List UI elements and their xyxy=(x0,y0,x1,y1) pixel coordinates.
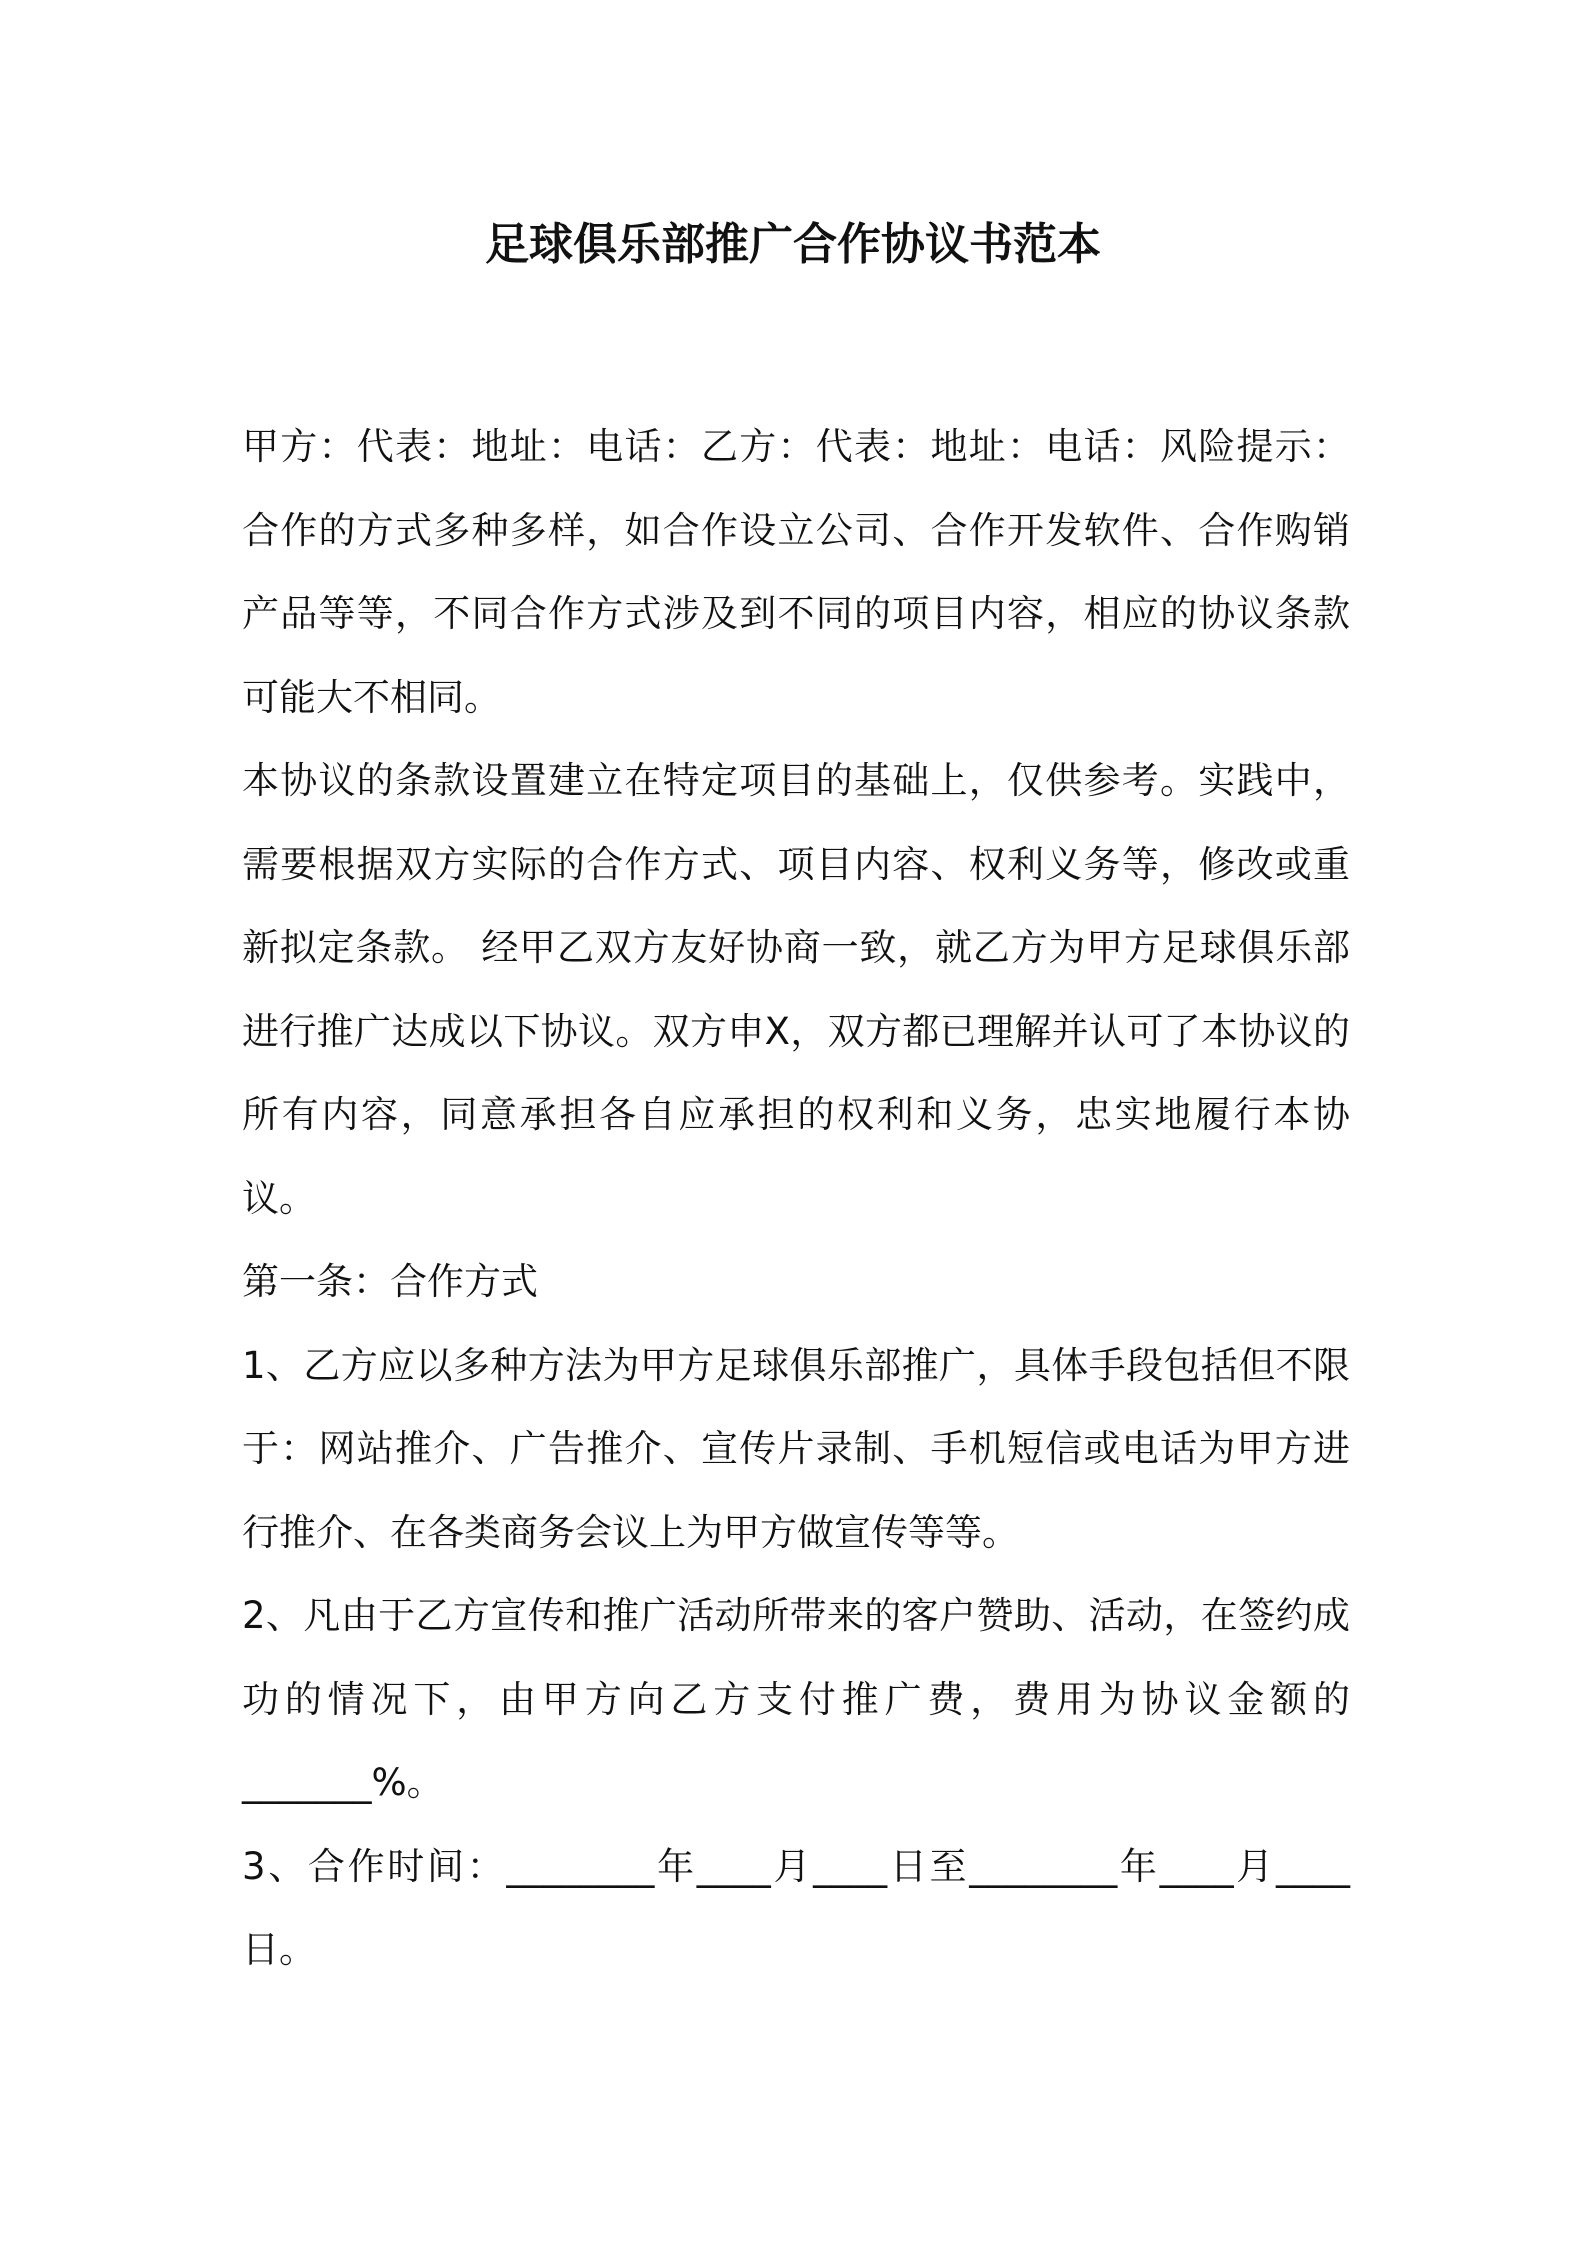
document-title: 足球俱乐部推广合作协议书范本 xyxy=(485,219,1101,270)
clause-3: 3、合作时间：________年____月____日至________年____月____日。 xyxy=(242,1844,1350,1971)
paragraph-preamble: 本协议的条款设置建立在特定项目的基础上，仅供参考。实践中，需要根据双方实际的合作方式、项目内容、权利义务等，修改或重新拟定条款。 经甲乙双方友好协商一致，就乙方为甲方足球俱乐部进行推广达成以下协议。双方申X，双方都已理解并认可了本协议的所有内容，同意承担各自应承担的权利和义务，忠实地履行本协议。 xyxy=(242,759,1350,1220)
clause-2: 2、凡由于乙方宣传和推广活动所带来的客户赞助、活动，在签约成功的情况下，由甲方向乙方支付推广费，费用为协议金额的_______%。 xyxy=(242,1594,1350,1804)
clause-1: 1、乙方应以多种方法为甲方足球俱乐部推广，具体手段包括但不限于：网站推介、广告推介、宣传片录制、手机短信或电话为甲方进行推介、在各类商务会议上为甲方做宣传等等。 xyxy=(242,1343,1350,1554)
article-1-heading: 第一条：合作方式 xyxy=(242,1260,538,1303)
document-body xyxy=(242,405,1350,1992)
paragraph-parties: 甲方：代表：地址：电话：乙方：代表：地址：电话：风险提示：合作的方式多种多样，如合作设立公司、合作开发软件、合作购销产品等等，不同合作方式涉及到不同的项目内容，相应的协议条款可能大不相同。 xyxy=(242,425,1350,719)
